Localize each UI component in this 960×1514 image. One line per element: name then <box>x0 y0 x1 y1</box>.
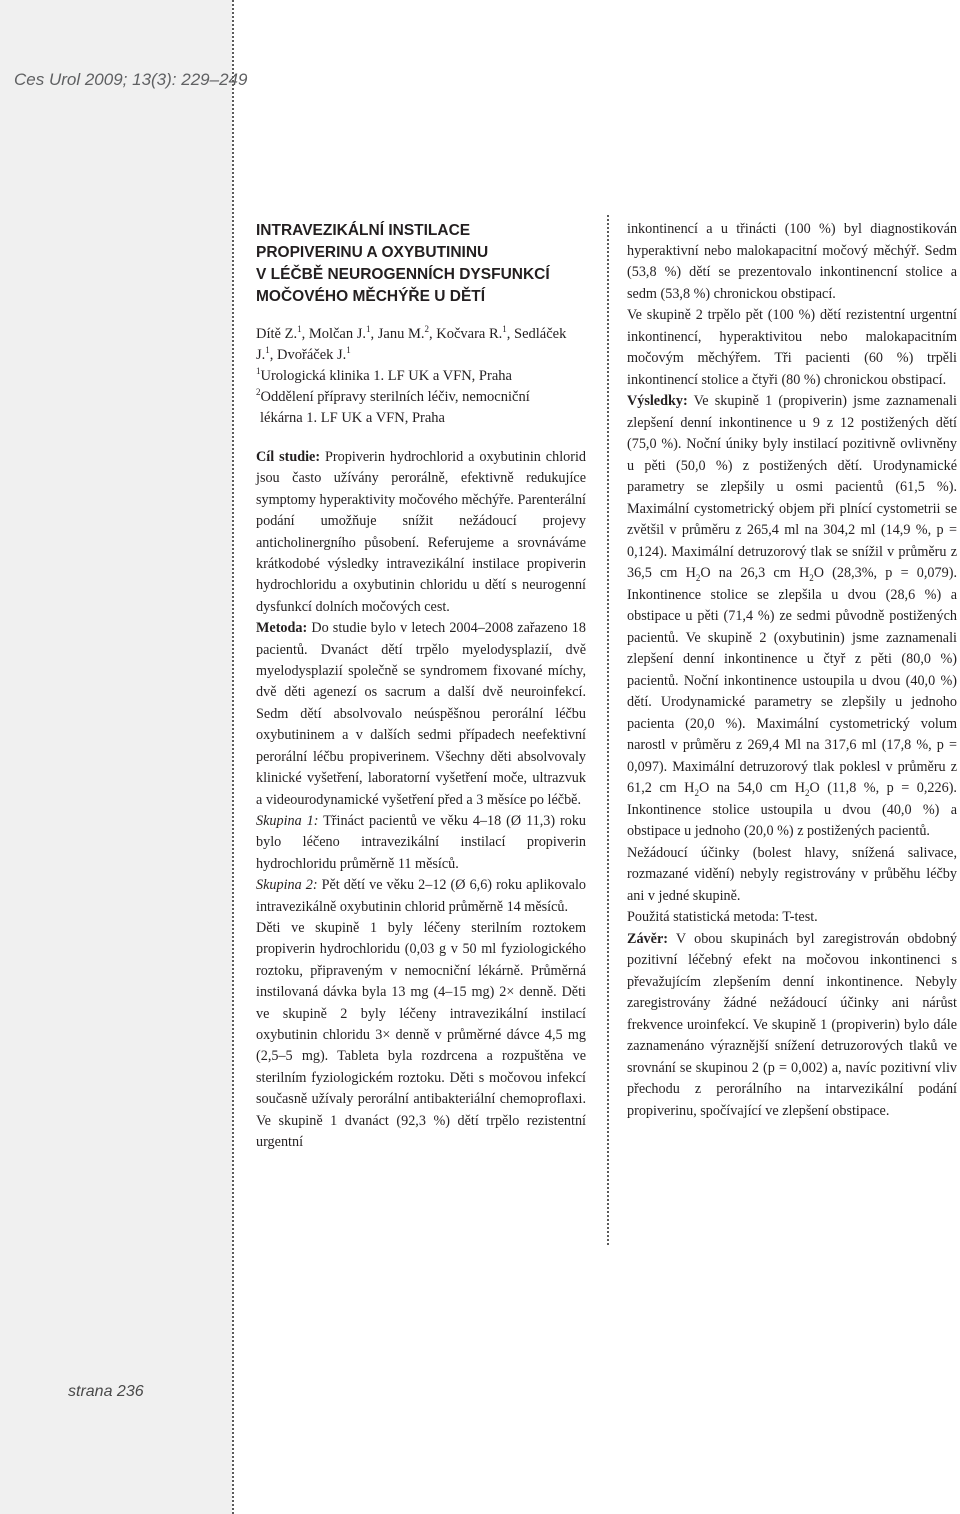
group2-label: Skupina 2: <box>256 877 318 894</box>
left-column <box>256 220 586 1153</box>
results-text: O (11,8 %, p = 0,226). Inkontinence stolice ustoupila u dvou (40,0 %) a obstipace u jednoho (20,0 %) z postižených pacientů. <box>627 780 957 839</box>
author-affil-mark: 1 <box>297 324 302 335</box>
margin-divider <box>232 0 234 1514</box>
affiliation <box>256 408 586 429</box>
affiliation <box>256 366 586 387</box>
group1-continued-paragraph: inkontinencí a u třinácti (100 %) byl diagnostikován hyperaktivní nebo malokapacitní močový měchýř. Sedm (53,8 %) dětí se prezentovalo inkontinencní stolice a sedm (53,8 %) chronickou obstipací. <box>627 221 957 302</box>
conclusion-label: Závěr: <box>627 930 668 947</box>
subscript: 2 <box>809 572 814 583</box>
group2-text: Pět dětí ve věku 2–12 (Ø 6,6) roku aplikovalo intravezikálně oxybutinin chlorid průměrně 14 měsíců. <box>256 877 587 915</box>
group1-label: Skupina 1: <box>256 812 319 829</box>
journal-reference: Ces Urol 2009; 13(3): 229–249 <box>14 70 248 89</box>
author: , Janu M. <box>370 326 425 342</box>
method-paragraph <box>256 618 586 811</box>
subscript: 2 <box>695 572 701 583</box>
aim-label: Cíl studie: <box>256 449 321 465</box>
affiliation-text: Urologická klinika 1. LF UK a VFN, Praha <box>260 368 512 384</box>
subscript: 2 <box>694 787 699 798</box>
author-affil-mark: 2 <box>424 324 429 335</box>
page-margin-sidebar <box>0 0 248 1514</box>
affiliation-mark: 2 <box>256 387 261 398</box>
statistics-paragraph: Použitá statistická metoda: T-test. <box>627 909 818 925</box>
conclusion-paragraph <box>627 929 957 1123</box>
author-affil-mark: 1 <box>265 345 270 356</box>
group1-text: Třináct pacientů ve věku 4–18 (Ø 11,3) roku bylo léčeno intravezikální instilací propiverin hydrochloridu průměrně 11 měsíců. <box>256 812 587 872</box>
results-text: O (28,3%, p = 0,079). Inkontinence stolice se zlepšila u dvou (28,6 %) a obstipace u pěti (71,4 %) ze sedmi původně postižených pacientů. Ve skupině 2 (oxybutinin) jsme zaznamenali zlepšení denní inkontinence u čtyř z pěti (80,0 %) pacientů. Noční inkontinence ustoupila u dvou (40,0 %) dětí. Urodynamické parametry se zlepšily u jednoho pacienta (20,0 %). Maximální cystometrický volum narostl v průměru z 269,4 Ml na 317,6 ml (17,8 %, p = 0,097). Maximální detruzorový tlak poklesl v průměru z 61,2 cm H <box>627 565 957 796</box>
author-affil-mark: 1 <box>502 324 507 335</box>
author: , Dvořáček J. <box>269 347 347 363</box>
affiliation-text: lékárna 1. LF UK a VFN, Praha <box>260 410 445 426</box>
group1-paragraph <box>256 811 586 875</box>
results-text: Ve skupině 1 (propiverin) jsme zaznamenali zlepšení denní inkontinence u 9 z 12 postižených dětí (75,0 %). Noční úniky byly instilací pozitivně ovlivněny u pěti (50,0 %) z postižených dětí. Urodynamické parametry se zlepšily u osmi pacientů (61,5 %). Maximální cystometrický objem při plnící cystometrii se zvětšil v průměru z 265,4 ml na 304,2 ml (14,9 %, p = 0,124). Maximální detruzorový tlak se snížil v průměru z 36,5 cm H <box>627 393 957 581</box>
aim-text: Propiverin hydrochlorid a oxybutinin chlorid jsou často užívány perorálně, efektivně redukujíce symptomy hyperaktivity močového měchýře. Parenterální podání umožňuje snížit nežádoucí projevy anticholinergního působení. Referujeme a srovnáváme krátkodobé výsledky intravezikální instilace propiverin hydrochloridu a oxybutinin chloridu u dětí s neurogenní dysfunkcí dolních močových cest. <box>256 449 586 615</box>
page-number: strana 236 <box>68 1383 144 1400</box>
author: , Molčan J. <box>301 326 367 342</box>
spacer <box>256 429 586 447</box>
affiliation-text: Oddělení přípravy sterilních léčiv, nemocniční <box>260 389 530 405</box>
author-affil-mark: 1 <box>366 324 371 335</box>
method-label: Metoda: <box>256 620 308 637</box>
author: , Kočvara R. <box>429 326 503 342</box>
results-text: O na 54,0 cm H <box>698 780 806 796</box>
author: Dítě Z. <box>256 326 298 342</box>
results-label: Výsledky: <box>627 393 688 409</box>
aim-paragraph <box>256 447 586 618</box>
group2-symptoms-paragraph: Ve skupině 2 trpělo pět (100 %) dětí rezistentní urgentní inkontinencí, hyperaktivitou nebo malokapacitním močovým měchýřem. Tři pacienti (60 %) trpěli inkontinencí stolice a čtyři (80 %) chronickou obstipací. <box>627 307 957 388</box>
group2-paragraph <box>256 875 586 918</box>
column-divider <box>607 215 609 1245</box>
affiliation-mark: 1 <box>256 366 261 377</box>
subscript: 2 <box>805 787 810 798</box>
method-text: Do studie bylo v letech 2004–2008 zařazeno 18 pacientů. Dvanáct dětí trpělo myelodysplazií, dvě myelodysplazií společně se syndromem fixované míchy, dvě děti agenezí os sacrum a další dvě neuroinfekcí. Sedm dětí absolvovalo neúspěšnou perorální léčbu oxybutininem a v dalších sedmi případech neefektivní perorální léčbu propiverinem. Všechny děti absolvovaly klinické vyšetření, laboratorní vyšetření moče, ultrazvuk a videourodynamické vyšetření před a 3 měsíce po léčbě. <box>256 620 586 808</box>
author-affil-mark: 1 <box>346 345 351 356</box>
author-list <box>256 324 586 366</box>
results-paragraph <box>627 391 957 843</box>
affiliation <box>256 387 586 408</box>
results-text: O na 26,3 cm H <box>700 565 810 581</box>
right-column <box>627 219 957 1122</box>
article-title: INTRAVEZIKÁLNÍ INSTILACE PROPIVERINU A OXYBUTININU V LÉČBĚ NEUROGENNÍCH DYSFUNKCÍ MOČOVÉHO MĚCHÝŘE U DĚTÍ <box>256 222 550 305</box>
author: , Sedláček J. <box>256 326 567 363</box>
side-effects-paragraph: Nežádoucí účinky (bolest hlavy, snížená salivace, rozmazané vidění) nebyly registrovány v průběhu léčby ani v jedné skupině. <box>627 844 957 904</box>
dosing-paragraph: Děti ve skupině 1 byly léčeny sterilním roztokem propiverin hydrochloridu (0,03 g v 50 ml fyziologického roztoku, připraveným v nemocniční lékárně. Průměrná instilovaná dávka byla 13 mg (4–15 mg) 2× denně. Děti ve skupině 2 byly léčeny intravezikální instilací oxybutinin chloridu 3× denně v průměrné dávce 4,5 mg (2,5–5 mg). Tableta byla rozdrcena a rozpuštěna ve sterilním fyziologickém roztoku. Děti s močovou infekcí současně užívaly perorální antibakteriální chemoproflaxi. Ve skupině 1 dvanáct (92,3 %) dětí trpělo rezistentní urgentní <box>256 919 586 1150</box>
conclusion-text: V obou skupinách byl zaregistrován obdobný pozitivní léčebný efekt na močovou inkontinenci s převažujícím zlepšením denní inkontinence. Nebyly zaregistrovány žádné nežádoucí účinky ani nárůst frekvence uroinfekcí. Ve skupině 1 (propiverin) bylo dále zaznamenáno výraznější snížení detruzorových tlaků ve srovnání se skupinou 2 (p = 0,002) a, navíc pozitivní vliv přechodu z perorálního na intarvezikální podání propiverinu, spočívající ve zlepšení obstipace. <box>627 930 957 1119</box>
